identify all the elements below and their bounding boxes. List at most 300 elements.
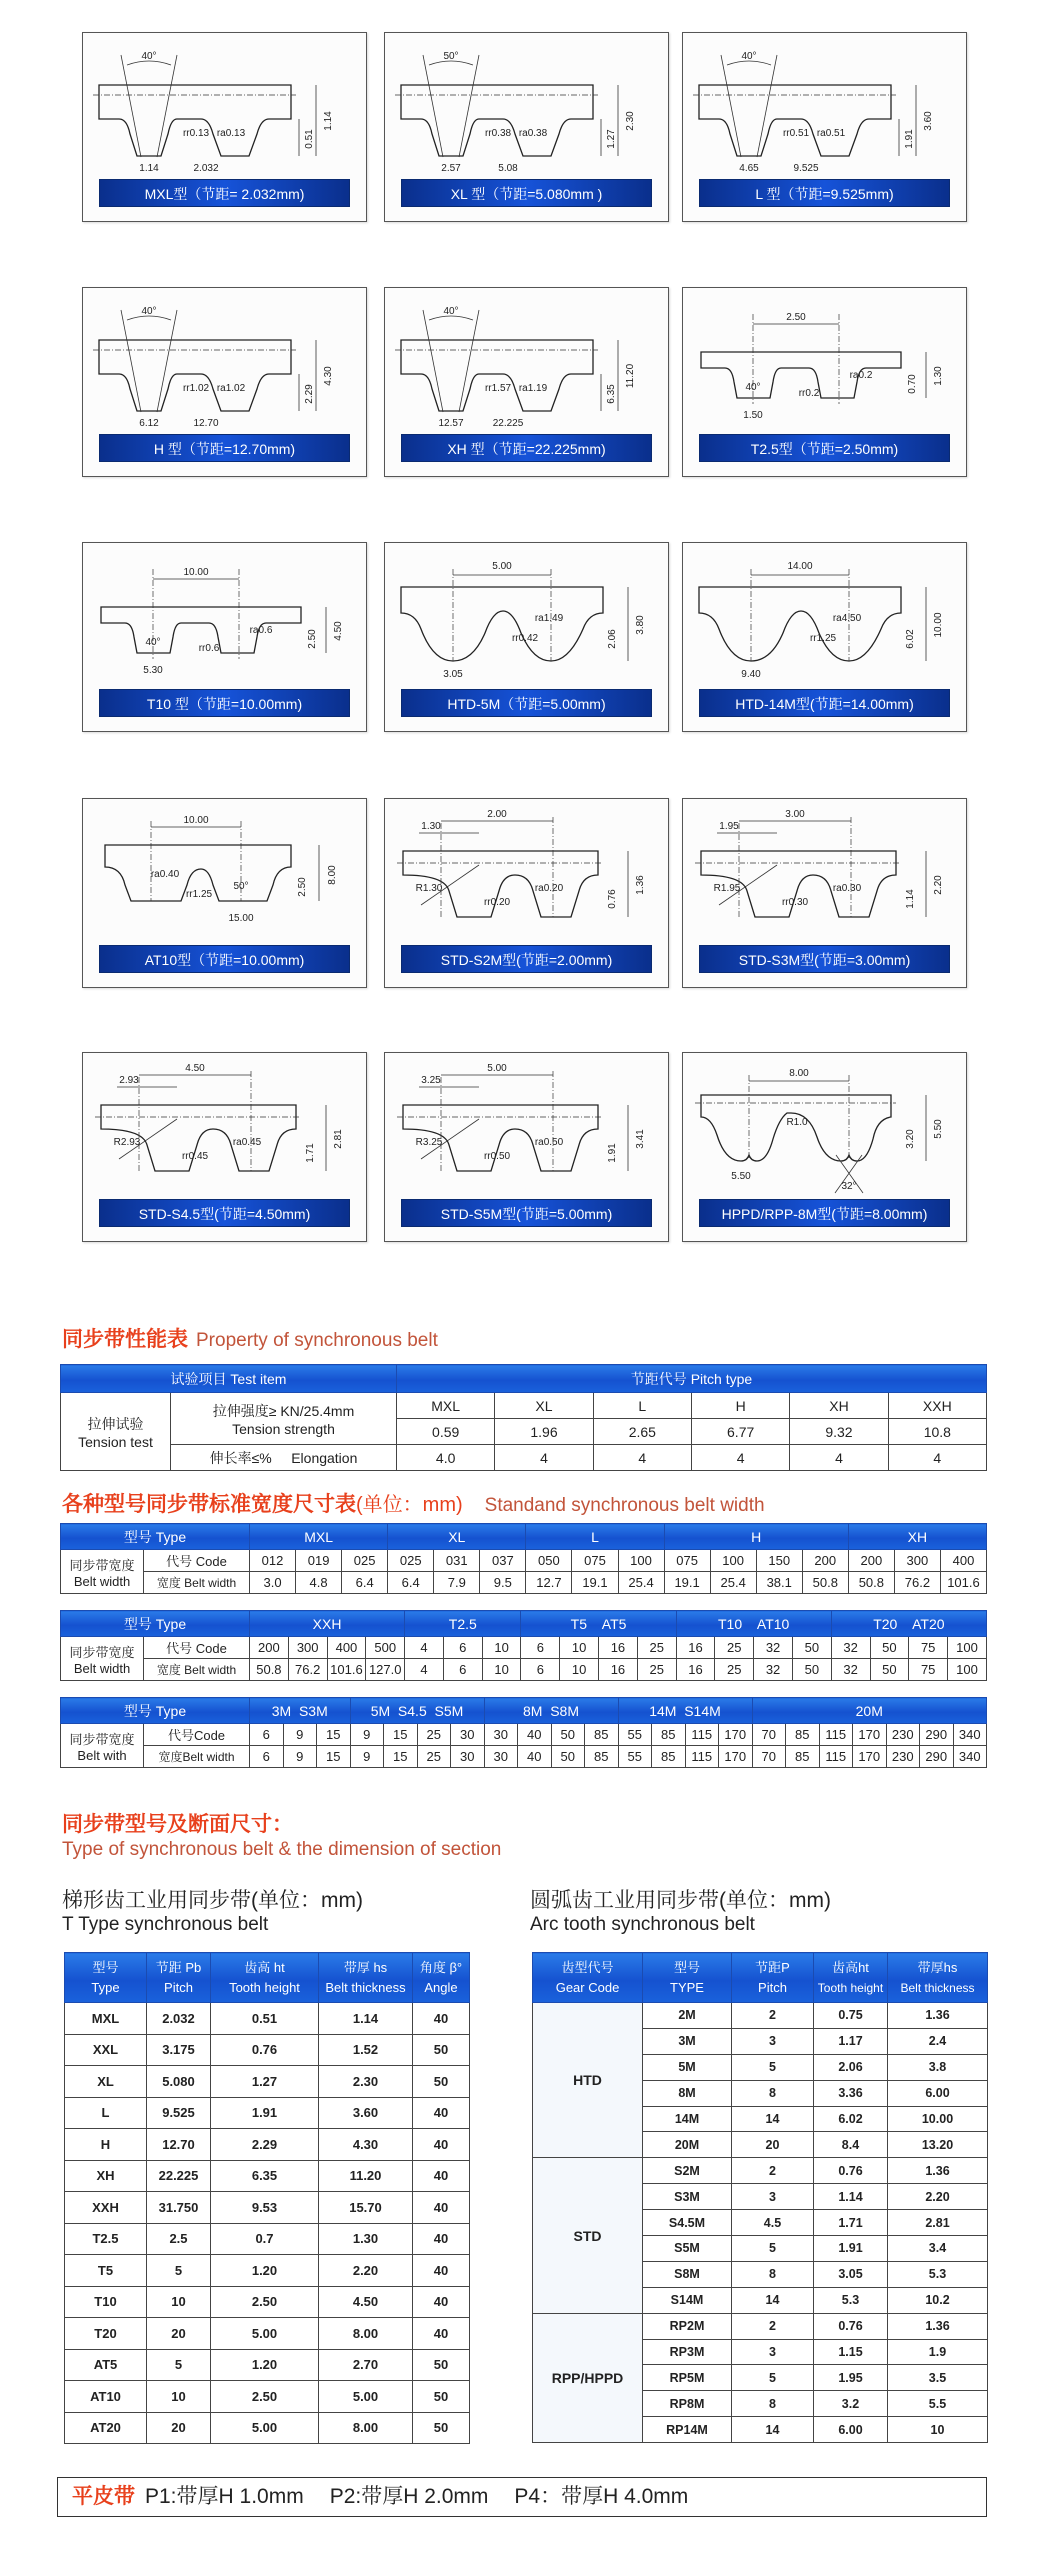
table-cell: 8 — [732, 2080, 814, 2106]
header-en: Pitch — [164, 1979, 193, 1995]
width-cell: 127.0 — [366, 1659, 405, 1681]
table-cell: T2.5 — [65, 2223, 147, 2255]
section-title-en-text: Type of synchronous belt & the dimension of section — [62, 1839, 502, 1860]
width-cell: 16 — [599, 1659, 638, 1681]
dim-label: ra0.50 — [534, 1137, 564, 1148]
table-cell: 2M — [643, 2003, 732, 2029]
header-cn: 齿型代号 — [561, 1959, 614, 1975]
table-cell: 2 — [732, 2003, 814, 2029]
table-row — [65, 2160, 470, 2192]
table-cell: RP2M — [643, 2313, 732, 2339]
code-cell: 025 — [388, 1550, 434, 1572]
dim-label: 1.91 — [607, 1143, 618, 1163]
arc-column-header — [814, 1953, 888, 2003]
table-cell: 15.70 — [319, 2192, 413, 2224]
dim-label: 2.29 — [304, 384, 315, 404]
width-table — [60, 1523, 987, 1594]
table-row — [65, 2412, 470, 2444]
property-title — [62, 1323, 438, 1353]
table-cell: 5 — [147, 2255, 211, 2287]
profile-card — [682, 32, 967, 222]
section-title-cn-text: 同步带型号及断面尺寸： — [62, 1813, 293, 1836]
table-cell: 1.14 — [319, 2003, 413, 2035]
gear-code-group: HTD — [533, 2003, 643, 2158]
strength-value: 0.59 — [397, 1419, 495, 1445]
code-cell: 230 — [886, 1724, 920, 1746]
table-cell: 40 — [413, 2286, 470, 2318]
table-row — [65, 2003, 470, 2035]
dim-label: 1.71 — [305, 1143, 316, 1163]
dim-label: 3.60 — [923, 111, 934, 131]
elongation-value: 4 — [593, 1445, 691, 1471]
profile-caption: MXL型（节距= 2.032mm) — [99, 179, 350, 207]
elongation-label — [171, 1445, 397, 1471]
pitch-type-cell: MXL — [397, 1393, 495, 1419]
property-title-cn: 同步带性能表 — [62, 1328, 188, 1351]
width-cell: 4.8 — [296, 1572, 342, 1594]
table-cell: 40 — [413, 2255, 470, 2287]
dim-label: 5.00 — [492, 561, 512, 572]
table-cell: 2.032 — [147, 2003, 211, 2035]
code-cell: 16 — [676, 1637, 715, 1659]
width-cell: 76.2 — [288, 1659, 327, 1681]
width-cell: 50 — [551, 1746, 585, 1768]
table-cell: 3 — [732, 2339, 814, 2365]
tooth-profile-diagram — [691, 39, 959, 177]
table-cell: 0.75 — [814, 2003, 888, 2029]
profile-card — [384, 287, 669, 477]
table-cell: H — [65, 2129, 147, 2161]
dim-label: R3.25 — [415, 1137, 443, 1148]
table-cell: 8.00 — [319, 2412, 413, 2444]
table-cell: T5 — [65, 2255, 147, 2287]
profile-caption: STD-S5M型(节距=5.00mm) — [401, 1199, 652, 1227]
code-cell: 30 — [451, 1724, 485, 1746]
tooth-profile-diagram — [393, 39, 661, 177]
angle-label: 40° — [745, 382, 761, 393]
ttype-column-header — [211, 1953, 319, 2003]
table-cell: 2.29 — [211, 2129, 319, 2161]
angle-line — [157, 55, 177, 157]
table-cell: 0.76 — [814, 2313, 888, 2339]
table-cell: 20M — [643, 2132, 732, 2158]
type-group-header: T5 AT5 — [521, 1611, 676, 1637]
dim-label: ra0.20 — [534, 883, 564, 894]
type-group-header: XXH — [250, 1611, 405, 1637]
type-group-header: L — [526, 1524, 664, 1550]
code-cell: 30 — [484, 1724, 518, 1746]
table-cell: S8M — [643, 2261, 732, 2287]
gear-code-group: STD — [533, 2158, 643, 2313]
header-en: Gear Code — [555, 1979, 620, 1995]
code-cell: 150 — [756, 1550, 802, 1572]
table-cell: 0.7 — [211, 2223, 319, 2255]
elongation-value: 4 — [790, 1445, 888, 1471]
dim-label: 1.95 — [719, 821, 739, 832]
type-group-header: 5M S4.5 S5M — [350, 1698, 484, 1724]
tooth-profile-diagram — [691, 1059, 959, 1197]
dim-label: 2.20 — [933, 875, 944, 895]
tooth-profile-diagram — [91, 805, 359, 943]
profile-caption: T2.5型（节距=2.50mm) — [699, 434, 950, 462]
ttype-column-header — [65, 1953, 147, 2003]
strength-label-cn: 拉伸强度≥ KN/25.4mm — [212, 1402, 355, 1419]
angle-line — [121, 55, 141, 157]
dim-label: 6.35 — [606, 384, 617, 404]
table-cell: 3.4 — [888, 2236, 988, 2262]
strength-value: 10.8 — [888, 1419, 986, 1445]
table-cell: 6.02 — [814, 2106, 888, 2132]
table-cell: 40 — [413, 2003, 470, 2035]
width-cell: 25.4 — [618, 1572, 664, 1594]
dim-label: 3.80 — [635, 615, 646, 635]
width-table — [60, 1610, 987, 1681]
arc-table — [532, 1952, 988, 2443]
dim-label: 11.20 — [625, 363, 636, 389]
arc-column-header — [533, 1953, 643, 2003]
width-title — [62, 1488, 765, 1518]
code-cell: 15 — [384, 1724, 418, 1746]
type-group-header: T2.5 — [405, 1611, 521, 1637]
tooth-profile-diagram — [691, 549, 959, 687]
arc-column-header — [732, 1953, 814, 2003]
angle-label: 40° — [741, 51, 757, 62]
profile-card — [384, 1052, 669, 1242]
dim-label: ra0.13 — [216, 128, 246, 139]
table-cell: 1.17 — [814, 2028, 888, 2054]
table-cell: 5M — [643, 2054, 732, 2080]
profile-caption: T10 型（节距=10.00mm) — [99, 689, 350, 717]
width-cell: 50.8 — [848, 1572, 894, 1594]
table-cell: 2.5 — [147, 2223, 211, 2255]
dim-label: 1.27 — [606, 129, 617, 149]
code-cell: 075 — [572, 1550, 618, 1572]
dim-label: 0.70 — [907, 374, 918, 394]
width-cell: 32 — [831, 1659, 870, 1681]
dim-label: 4.30 — [323, 366, 334, 386]
ttype-table — [64, 1952, 470, 2444]
dim-label: rr1.57 — [484, 383, 512, 394]
code-cell: 9 — [350, 1724, 384, 1746]
elongation-label-en: Elongation — [291, 1449, 358, 1466]
table-cell: 6.00 — [888, 2080, 988, 2106]
table-cell: 1.91 — [814, 2236, 888, 2262]
profile-card — [384, 32, 669, 222]
width-label: 宽度 Belt width — [144, 1572, 250, 1594]
dim-label: 4.65 — [739, 163, 759, 174]
width-cell: 290 — [920, 1746, 954, 1768]
table-cell: 5.3 — [814, 2287, 888, 2313]
code-cell: 100 — [948, 1637, 987, 1659]
table-cell: 2.81 — [888, 2210, 988, 2236]
table-row — [65, 2066, 470, 2098]
belt-outline — [401, 340, 593, 411]
dim-label: R1.0 — [786, 1117, 808, 1128]
table-cell: 8.4 — [814, 2132, 888, 2158]
angle-label: 40° — [141, 51, 157, 62]
code-cell: 200 — [250, 1637, 289, 1659]
code-cell: 75 — [909, 1637, 948, 1659]
width-cell: 15 — [317, 1746, 351, 1768]
belt-outline — [699, 85, 891, 156]
table-cell: 2.50 — [211, 2381, 319, 2413]
belt-outline — [701, 1095, 891, 1161]
pitch-type-cell: XH — [790, 1393, 888, 1419]
table-cell: 5 — [147, 2349, 211, 2381]
profile-card — [682, 1052, 967, 1242]
table-cell: 2 — [732, 2313, 814, 2339]
width-cell: 38.1 — [756, 1572, 802, 1594]
table-cell: 40 — [413, 2192, 470, 2224]
belt-width-group — [61, 1550, 144, 1594]
table-cell: XXL — [65, 2034, 147, 2066]
dim-label: 3.05 — [443, 669, 463, 680]
table-cell: 8 — [732, 2261, 814, 2287]
angle-label: 32° — [841, 1181, 857, 1192]
ttype-column-header — [147, 1953, 211, 2003]
type-group-header: XH — [848, 1524, 986, 1550]
property-title-en: Property of synchronous belt — [196, 1330, 438, 1351]
dim-label: ra1.02 — [216, 383, 246, 394]
table-cell: 5 — [732, 2054, 814, 2080]
table-cell: XH — [65, 2160, 147, 2192]
table-cell: 22.225 — [147, 2160, 211, 2192]
profile-caption: HTD-14M型(节距=14.00mm) — [699, 689, 950, 717]
elongation-value: 4 — [495, 1445, 593, 1471]
code-cell: 32 — [831, 1637, 870, 1659]
code-cell: 500 — [366, 1637, 405, 1659]
table-row — [65, 2255, 470, 2287]
table-row — [65, 2349, 470, 2381]
elongation-value: 4 — [888, 1445, 986, 1471]
belt-outline — [401, 587, 603, 661]
table-cell: 4.50 — [319, 2286, 413, 2318]
table-cell: 3M — [643, 2028, 732, 2054]
code-cell: 037 — [480, 1550, 526, 1572]
belt-width-group — [61, 1724, 144, 1768]
dim-label: 1.14 — [905, 889, 916, 909]
width-cell: 9 — [350, 1746, 384, 1768]
width-cell: 340 — [953, 1746, 987, 1768]
code-cell: 10 — [482, 1637, 521, 1659]
table-cell: S2M — [643, 2158, 732, 2184]
dim-label: 2.032 — [193, 163, 219, 174]
dim-label: 2.06 — [607, 629, 618, 649]
dim-label: 4.50 — [333, 621, 344, 641]
dim-label: 2.50 — [297, 877, 308, 897]
ttype-column-header — [413, 1953, 470, 2003]
table-cell: XXH — [65, 2192, 147, 2224]
width-cell: 4 — [405, 1659, 444, 1681]
dim-label: 8.00 — [789, 1068, 809, 1079]
code-cell: 25 — [637, 1637, 676, 1659]
header-en: Belt thickness — [325, 1979, 406, 1995]
type-group-header: 14M S14M — [618, 1698, 752, 1724]
arc-column-header — [888, 1953, 988, 2003]
belt-outline — [401, 85, 593, 156]
code-cell: 025 — [342, 1550, 388, 1572]
dim-label: 3.41 — [635, 1129, 646, 1149]
profile-caption: STD-S2M型(节距=2.00mm) — [401, 945, 652, 973]
tooth-profile-diagram — [691, 294, 959, 432]
dim-label: ra0.2 — [849, 370, 873, 381]
header-cn: 节距 Pb — [155, 1959, 202, 1975]
dim-label: 2.50 — [307, 629, 318, 649]
dim-label: rr0.42 — [511, 633, 539, 644]
dim-label: rr0.20 — [483, 897, 511, 908]
elongation-value: 4 — [691, 1445, 789, 1471]
table-cell: 11.20 — [319, 2160, 413, 2192]
angle-label: 50° — [233, 881, 249, 892]
flat-belt-label: 平皮带 — [72, 2485, 135, 2508]
type-group-header: 3M S3M — [250, 1698, 351, 1724]
code-cell: 32 — [754, 1637, 793, 1659]
dim-label: rr1.25 — [809, 633, 837, 644]
strength-value: 1.96 — [495, 1419, 593, 1445]
arc-title-cn: 圆弧齿工业用同步带(单位：mm) — [530, 1889, 831, 1912]
code-cell: 300 — [894, 1550, 940, 1572]
table-cell: 0.76 — [211, 2034, 319, 2066]
angle-line — [423, 55, 443, 157]
code-cell: 100 — [710, 1550, 756, 1572]
profile-card — [682, 798, 967, 988]
code-cell: 290 — [920, 1724, 954, 1746]
table-cell: 14 — [732, 2417, 814, 2443]
width-cell: 30 — [451, 1746, 485, 1768]
width-cell: 9 — [283, 1746, 317, 1768]
belt-width-group-en: Belt with — [77, 1747, 127, 1763]
width-cell: 170 — [719, 1746, 753, 1768]
type-group-header: XL — [388, 1524, 526, 1550]
profile-caption: STD-S3M型(节距=3.00mm) — [699, 945, 950, 973]
profile-card — [82, 1052, 367, 1242]
dim-label: 12.57 — [438, 418, 464, 429]
dim-label: 5.08 — [498, 163, 518, 174]
dim-label: rr1.02 — [182, 383, 210, 394]
tooth-profile-diagram — [393, 805, 661, 943]
table-cell: 1.9 — [888, 2339, 988, 2365]
dim-label: 9.40 — [741, 669, 761, 680]
dim-label: 9.525 — [793, 163, 819, 174]
dim-label: 1.30 — [421, 821, 441, 832]
table-cell: MXL — [65, 2003, 147, 2035]
table-cell: 6.00 — [814, 2417, 888, 2443]
table-cell: 12.70 — [147, 2129, 211, 2161]
code-cell: 85 — [786, 1724, 820, 1746]
table-cell: 14M — [643, 2106, 732, 2132]
width-cell: 55 — [618, 1746, 652, 1768]
flat-belt-item: P2:带厚H 2.0mm — [329, 2485, 489, 2508]
type-group-header: T20 AT20 — [831, 1611, 986, 1637]
table-cell: 1.36 — [888, 2158, 988, 2184]
belt-width-group-cn: 同步带宽度 — [69, 1731, 135, 1747]
dim-label: rr0.38 — [484, 128, 512, 139]
table-cell: S5M — [643, 2236, 732, 2262]
header-cn: 齿高ht — [832, 1959, 869, 1975]
table-cell: 9.525 — [147, 2097, 211, 2129]
dim-label: 10.00 — [933, 612, 944, 638]
width-cell: 3.0 — [250, 1572, 296, 1594]
table-cell: 10 — [147, 2286, 211, 2318]
table-row — [65, 2034, 470, 2066]
dim-label: 1.14 — [139, 163, 159, 174]
tooth-profile-diagram — [393, 1059, 661, 1197]
table-cell: 10 — [147, 2381, 211, 2413]
width-cell: 6 — [443, 1659, 482, 1681]
tooth-profile-diagram — [393, 294, 661, 432]
table-cell: 50 — [413, 2381, 470, 2413]
flat-belt-item: P1:带厚H 1.0mm — [145, 2485, 304, 2508]
table-row — [533, 2003, 988, 2029]
width-cell: 50.8 — [802, 1572, 848, 1594]
table-cell: 1.15 — [814, 2339, 888, 2365]
angle-line — [459, 310, 479, 412]
table-row — [65, 2318, 470, 2350]
table-cell: 4.5 — [732, 2210, 814, 2236]
code-cell: 55 — [618, 1724, 652, 1746]
table-cell: 10.00 — [888, 2106, 988, 2132]
table-cell: 20 — [732, 2132, 814, 2158]
dim-label: R1.95 — [713, 883, 741, 894]
width-cell: 50.8 — [250, 1659, 289, 1681]
table-cell: 1.36 — [888, 2313, 988, 2339]
dim-label: 3.25 — [421, 1075, 441, 1086]
dim-label: R1.30 — [415, 883, 443, 894]
header-cn: 带厚 hs — [343, 1959, 388, 1975]
dim-label: 1.14 — [323, 111, 334, 131]
dim-label: 2.00 — [487, 809, 507, 820]
belt-width-group-en: Belt width — [73, 1660, 131, 1676]
width-cell: 6.4 — [388, 1572, 434, 1594]
table-cell: 5.3 — [888, 2261, 988, 2287]
header-test-item: 试验项目 Test item — [61, 1365, 397, 1393]
belt-width-group — [61, 1637, 144, 1681]
dim-label: ra0.6 — [249, 625, 273, 636]
width-cell: 50 — [870, 1659, 909, 1681]
table-row — [533, 2158, 988, 2184]
table-cell: 10.2 — [888, 2287, 988, 2313]
profile-card — [384, 542, 669, 732]
table-cell: 40 — [413, 2160, 470, 2192]
profile-caption: H 型（节距=12.70mm) — [99, 434, 350, 462]
tooth-profile-diagram — [91, 294, 359, 432]
type-group-header: T10 AT10 — [676, 1611, 831, 1637]
angle-label: 50° — [443, 51, 459, 62]
section-title-en — [62, 1839, 501, 1861]
table-cell: L — [65, 2097, 147, 2129]
table-row — [65, 2381, 470, 2413]
width-cell: 15 — [384, 1746, 418, 1768]
type-group-header: 20M — [752, 1698, 987, 1724]
table-cell: 2.50 — [211, 2286, 319, 2318]
strength-label-en: Tension strength — [232, 1420, 335, 1437]
code-cell: 6 — [521, 1637, 560, 1659]
dim-label: 2.57 — [441, 163, 461, 174]
code-cell: 6 — [443, 1637, 482, 1659]
section-title-cn — [62, 1808, 293, 1838]
width-cell: 25.4 — [710, 1572, 756, 1594]
profile-caption: XH 型（节距=22.225mm) — [401, 434, 652, 462]
profile-caption: HPPD/RPP-8M型(节距=8.00mm) — [699, 1199, 950, 1227]
code-cell: 25 — [715, 1637, 754, 1659]
ttype-column-header — [319, 1953, 413, 2003]
dim-label: 15.00 — [228, 913, 254, 924]
table-cell: 14 — [732, 2106, 814, 2132]
table-cell: 8M — [643, 2080, 732, 2106]
table-row — [65, 2223, 470, 2255]
header-en: Tooth height — [229, 1979, 300, 1995]
belt-width-group-cn: 同步带宽度 — [69, 1557, 135, 1573]
